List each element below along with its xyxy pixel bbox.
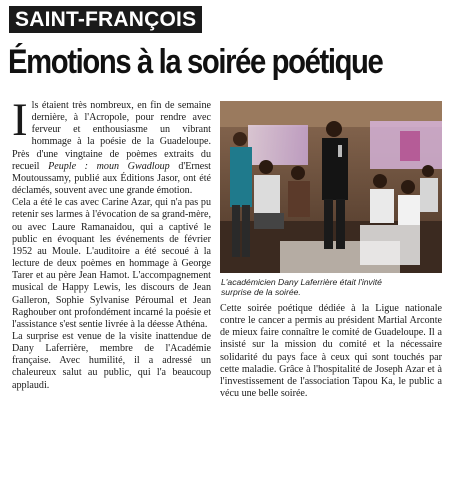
book-title: Peuple : moun Gwadloup	[48, 160, 170, 172]
article-headline: Émotions à la soirée poétique	[8, 43, 383, 81]
photo-caption	[221, 277, 443, 298]
caption-line-1: L'académicien Dany Laferrière était l'invité	[221, 277, 382, 287]
article-paragraph-3: La surprise est venue de la visite inattendue de Dany Laferrière, membre de l'Académie française. Avec humilité, il a adressé un chaleureux salut au public, qui l'a beaucoup applaudi.	[12, 330, 211, 391]
article-paragraph-4: Cette soirée poétique dédiée à la Ligue nationale contre le cancer a permis au président Martial Arconte de mieux faire connaître le comité de Guadeloupe. Il a insisté sur la mission du comité et la nécessaire solidarité du pays face à ceux qui sont touchés par cette maladie. Grâce à l'hospitalité de Joseph Azar et à l'investissement de l'association Tapou Ka, le public a vécu une belle soirée.	[220, 303, 442, 400]
event-photo	[220, 101, 442, 273]
photo-illustration	[220, 101, 442, 273]
drop-cap: I	[12, 94, 28, 146]
caption-line-2: surprise de la soirée.	[221, 287, 301, 298]
article-column-right	[220, 303, 442, 400]
paragraph-1-tail: d'Ernest Moutoussamy, publié aux Éditions Jasor, ont été déclamés, souvent avec une grande émotion.	[12, 160, 211, 197]
article-column-left	[12, 94, 212, 392]
article-paragraph-2: Cela a été le cas avec Carine Azar, qui n'a pas pu retenir ses larmes à l'évocation de sa grand-mère, ou avec Laure Ramanaidou, qui a captivé le public en évoquant les événements de février 1952 au Moule. L'auditoire a été secoué à la lecture de deux poèmes en hommage à George Tarer et au père Jean Hamot. L'accompagnement musical de Happy Lewis, les discours de Jean Galleron, Sophie Sylvanise Péroumal et Jean Raghouber ont profondément incarné la poésie et l'assistance s'est sentie livrée à la déesse Athéna.	[12, 197, 212, 330]
paragraph-1-text: ls étaient très nombreux, en fin de semaine dernière, à l'Acropole, pour rendre avec ferveur et enthousiasme un vibrant hommage à la poésie de la Guadeloupe. Près d'une vingtaine de poèmes extraits du recueil	[12, 100, 211, 172]
section-label: SAINT-FRANÇOIS	[9, 6, 202, 33]
article-paragraph-1	[12, 94, 211, 197]
